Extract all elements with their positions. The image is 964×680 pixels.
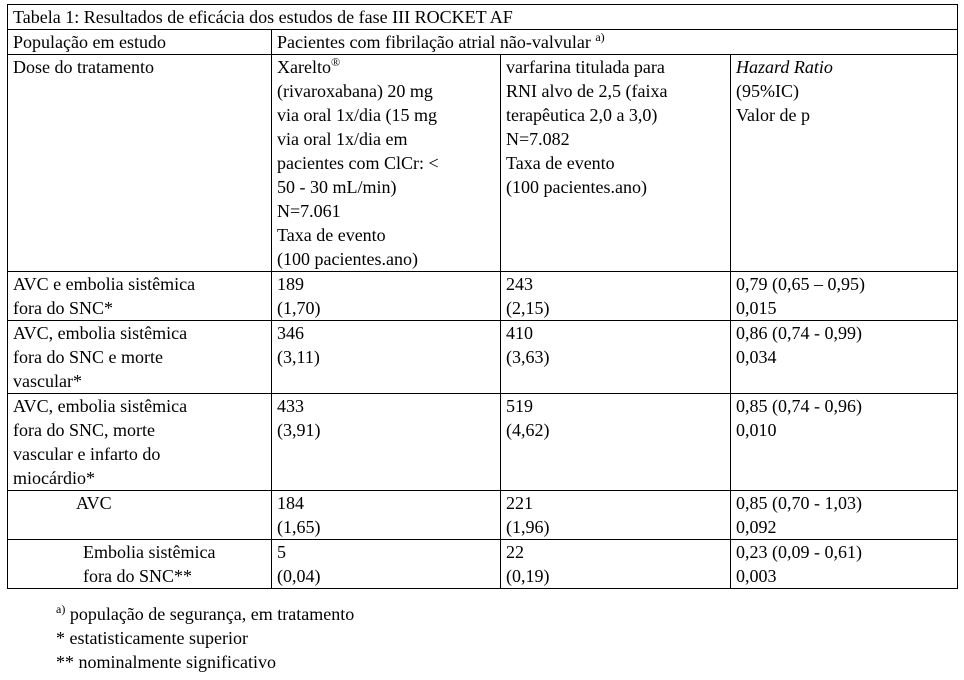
xarelto-rate: (1,70) — [277, 298, 321, 318]
population-label: População em estudo — [8, 30, 272, 55]
outcome-label — [8, 491, 272, 540]
outcome-label — [8, 272, 272, 321]
p-value: 0,034 — [736, 347, 777, 367]
hazard-ratio-cell — [731, 540, 958, 589]
warfarin-events: 410 — [506, 323, 533, 343]
outcome-label-line: vascular e infarto do — [13, 444, 161, 464]
xarelto-rate: (3,11) — [277, 347, 320, 367]
table-caption: Tabela 1: Resultados de eficácia dos estudos de fase III ROCKET AF — [8, 5, 958, 30]
warfarin-cell — [501, 491, 731, 540]
footnotes — [56, 602, 354, 674]
population-value — [272, 30, 958, 55]
footnote-a-mark: a) — [56, 602, 66, 616]
xarelto-line: (rivaroxabana) 20 mg — [277, 81, 433, 101]
table-row — [8, 321, 958, 394]
xarelto-events: 184 — [277, 493, 304, 513]
warfarin-line: N=7.082 — [506, 129, 570, 149]
p-value: 0,010 — [736, 420, 777, 440]
xarelto-rate: (1,65) — [277, 517, 321, 537]
p-value: 0,015 — [736, 298, 777, 318]
hazard-ratio-ci: 0,79 (0,65 – 0,95) — [736, 274, 865, 294]
outcome-label-line: fora do SNC e morte — [13, 347, 163, 367]
hazard-ratio-header — [731, 55, 958, 272]
efficacy-table — [7, 4, 958, 589]
warfarin-line: Taxa de evento — [506, 153, 615, 173]
xarelto-line: Taxa de evento — [277, 225, 386, 245]
xarelto-name: Xarelto — [277, 57, 331, 77]
hazard-ratio-ci: 0,86 (0,74 - 0,99) — [736, 323, 862, 343]
outcome-label-line: miocárdio* — [13, 468, 95, 488]
efficacy-table-container — [7, 4, 957, 589]
outcome-label — [8, 540, 272, 589]
hazard-ratio-cell — [731, 321, 958, 394]
warfarin-cell — [501, 540, 731, 589]
outcome-label — [8, 394, 272, 491]
xarelto-header — [272, 55, 501, 272]
footnote-star: * estatisticamente superior — [56, 628, 248, 648]
warfarin-events: 221 — [506, 493, 533, 513]
xarelto-events: 5 — [277, 542, 286, 562]
warfarin-rate: (3,63) — [506, 347, 550, 367]
outcome-label-line: fora do SNC** — [83, 566, 192, 586]
warfarin-rate: (4,62) — [506, 420, 550, 440]
xarelto-rate: (3,91) — [277, 420, 321, 440]
xarelto-events: 346 — [277, 323, 304, 343]
table-row — [8, 394, 958, 491]
hazard-ratio-ci: 0,23 (0,09 - 0,61) — [736, 542, 862, 562]
footnote-a — [56, 602, 354, 626]
dose-label: Dose do tratamento — [8, 55, 272, 272]
warfarin-events: 22 — [506, 542, 524, 562]
warfarin-rate: (0,19) — [506, 566, 550, 586]
outcome-label-line: fora do SNC, morte — [13, 420, 155, 440]
warfarin-cell — [501, 321, 731, 394]
xarelto-cell — [272, 394, 501, 491]
outcome-label-line: AVC, embolia sistêmica — [13, 323, 188, 343]
warfarin-cell — [501, 394, 731, 491]
xarelto-events: 189 — [277, 274, 304, 294]
xarelto-line: via oral 1x/dia (15 mg — [277, 105, 437, 125]
outcome-label-line: fora do SNC* — [13, 298, 113, 318]
xarelto-cell — [272, 321, 501, 394]
xarelto-line: via oral 1x/dia em — [277, 129, 408, 149]
registered-mark: ® — [330, 55, 341, 69]
warfarin-events: 243 — [506, 274, 533, 294]
warfarin-rate: (2,15) — [506, 298, 550, 318]
hazard-ratio-cell — [731, 491, 958, 540]
hazard-ratio-ci: 0,85 (0,70 - 1,03) — [736, 493, 862, 513]
hazard-ratio-line: Valor de p — [736, 105, 810, 125]
outcome-label-line: AVC e embolia sistêmica — [13, 274, 196, 294]
warfarin-line: terapêutica 2,0 a 3,0) — [506, 105, 658, 125]
caption-row — [8, 5, 958, 30]
hazard-ratio-cell — [731, 272, 958, 321]
footnote-a-text: população de segurança, em tratamento — [69, 604, 355, 624]
xarelto-line: 50 - 30 mL/min) — [277, 177, 397, 197]
table-row — [8, 491, 958, 540]
population-row — [8, 30, 958, 55]
outcome-label-line: Embolia sistêmica — [83, 542, 216, 562]
dose-row — [8, 55, 958, 272]
outcome-label-line: AVC, embolia sistêmica — [13, 396, 188, 416]
warfarin-line: (100 pacientes.ano) — [506, 177, 647, 197]
p-value: 0,003 — [736, 566, 777, 586]
hazard-ratio-cell — [731, 394, 958, 491]
table-row — [8, 272, 958, 321]
xarelto-cell — [272, 272, 501, 321]
hazard-ratio-line: (95%IC) — [736, 81, 799, 101]
hazard-ratio-ci: 0,85 (0,74 - 0,96) — [736, 396, 862, 416]
outcome-label-line: vascular* — [13, 371, 82, 391]
outcome-label-line: AVC — [76, 493, 112, 513]
warfarin-line: RNI alvo de 2,5 (faixa — [506, 81, 668, 101]
outcome-label — [8, 321, 272, 394]
xarelto-cell — [272, 540, 501, 589]
p-value: 0,092 — [736, 517, 777, 537]
warfarin-events: 519 — [506, 396, 533, 416]
population-footnote-mark: a) — [595, 30, 605, 44]
xarelto-line: N=7.061 — [277, 201, 341, 221]
xarelto-rate: (0,04) — [277, 566, 321, 586]
xarelto-events: 433 — [277, 396, 304, 416]
xarelto-cell — [272, 491, 501, 540]
warfarin-header — [501, 55, 731, 272]
warfarin-cell — [501, 272, 731, 321]
population-text: Pacientes com fibrilação atrial não-valvular — [277, 32, 591, 52]
xarelto-line: pacientes com ClCr: < — [277, 153, 439, 173]
warfarin-line: varfarina titulada para — [506, 57, 665, 77]
table-row — [8, 540, 958, 589]
hazard-ratio-title: Hazard Ratio — [736, 57, 833, 77]
xarelto-line: (100 pacientes.ano) — [277, 249, 418, 269]
warfarin-rate: (1,96) — [506, 517, 550, 537]
footnote-double-star: ** nominalmente significativo — [56, 652, 276, 672]
